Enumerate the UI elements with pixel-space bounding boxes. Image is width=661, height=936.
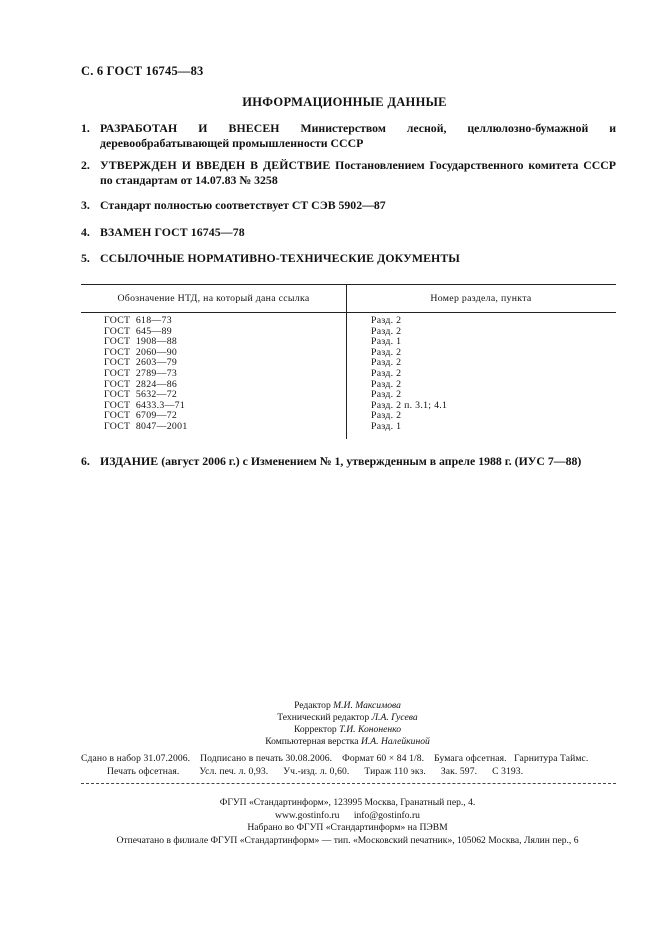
credits-block (0, 700, 661, 748)
info-item-4 (81, 225, 616, 240)
imprint-line-1 (81, 753, 616, 766)
imprint-usl: Усл. печ. л. 0,93. (199, 765, 269, 777)
item-text: Стандарт полностью соответствует СТ СЭВ 5902—87 (100, 198, 386, 212)
imprint-zak: Зак. 597. (440, 765, 478, 777)
item-lead: ССЫЛОЧНЫЕ НОРМАТИВНО-ТЕХНИЧЕСКИЕ ДОКУМЕНТЫ (100, 251, 460, 265)
table-cell-designation: ГОСТ 6709—72 (104, 410, 178, 422)
credit-role: Редактор (294, 700, 331, 711)
item-number: 6. (81, 454, 90, 468)
publisher-line: Набрано во ФГУП «Стандартинформ» на ПЭВМ (247, 822, 448, 833)
imprint-tirazh: Тираж 110 экз. (364, 765, 426, 777)
item-lead: ВЗАМЕН ГОСТ 16745—78 (100, 225, 245, 239)
table-cell-designation: ГОСТ 2603—79 (104, 357, 178, 369)
item-number: 4. (81, 225, 90, 239)
item-lead: УТВЕРЖДЕН И ВВЕДЕН В ДЕЙСТВИЕ (100, 158, 331, 172)
table-cell-designation: ГОСТ 618—73 (104, 315, 172, 326)
table-top-rule (81, 284, 616, 285)
imprint-font: Гарнитура Таймс. (514, 753, 589, 764)
imprint-sent: Сдано в набор 31.07.2006. (81, 753, 191, 764)
table-cell-designation: ГОСТ 1908—88 (104, 336, 178, 348)
info-item-6 (81, 454, 616, 469)
info-item-2 (81, 158, 616, 188)
item-number: 3. (81, 198, 90, 212)
item-number: 2. (81, 158, 90, 172)
info-item-1 (81, 121, 616, 151)
table-cell-section: Разд. 2 (371, 346, 402, 358)
table-cell-designation: ГОСТ 2060—90 (104, 346, 178, 358)
table-cell-section: Разд. 2 (371, 367, 402, 379)
table-column-divider (346, 284, 347, 439)
table-cell-designation: ГОСТ 5632—72 (104, 389, 178, 401)
imprint-paper: Бумага офсетная. (434, 753, 507, 764)
credit-line (34, 712, 661, 724)
references-table (81, 284, 616, 439)
publisher-line: ФГУП «Стандартинформ», 123995 Москва, Гранатный пер., 4. (219, 797, 476, 808)
table-cell-designation: ГОСТ 2824—86 (104, 378, 178, 390)
credit-line (34, 700, 661, 712)
imprint-print: Печать офсетная. (107, 765, 180, 777)
credit-name: Л.А. Гусева (371, 712, 418, 723)
item-text: (август 2006 г.) с Изменением № 1, утвержденным в апреле 1988 г. (ИУС 7—88) (158, 454, 582, 468)
info-item-3 (81, 198, 616, 213)
table-cell-designation: ГОСТ 8047—2001 (104, 420, 188, 432)
credit-name: М.И. Максимова (333, 700, 401, 711)
imprint-line-2 (81, 766, 616, 779)
credit-name: Т.И. Кононенко (339, 724, 402, 735)
table-header-section: Номер раздела, пункта (430, 293, 532, 304)
credit-line (34, 736, 661, 748)
table-cell-designation: ГОСТ 6433.3—71 (104, 399, 186, 411)
page-header: С. 6 ГОСТ 16745—83 (81, 64, 204, 78)
table-cell-section: Разд. 2 (371, 325, 402, 337)
table-column-designation (104, 316, 188, 433)
credit-name: И.А. Налейкиной (360, 736, 430, 747)
item-text: Постановлением Государственного комитета СССР по стандартам от 14.07.83 № 3258 (100, 158, 616, 187)
imprint-c: С 3193. (492, 765, 524, 777)
item-lead: РАЗРАБОТАН И ВНЕСЕН (100, 121, 280, 135)
info-item-5 (81, 251, 616, 266)
publisher-block (60, 797, 635, 847)
item-number: 5. (81, 251, 90, 265)
credit-role: Технический редактор (277, 712, 370, 723)
table-header-rule (81, 312, 616, 313)
imprint-signed: Подписано в печать 30.08.2006. (200, 753, 333, 764)
item-text: Министерством лесной, целлюлозно-бумажной и деревообрабатывающей промышленности СССР (100, 121, 617, 150)
item-lead: ИЗДАНИЕ (100, 454, 159, 468)
table-cell-section: Разд. 2 (371, 410, 402, 422)
table-header-designation: Обозначение НТД, на который дана ссылка (117, 293, 310, 304)
credit-role: Компьютерная верстка (265, 736, 359, 747)
imprint-block (81, 753, 616, 778)
publisher-line: Отпечатано в филиале ФГУП «Стандартинформ» — тип. «Московский печатник», 105062 Москва, Лялин пер., 6 (116, 834, 579, 846)
table-cell-designation: ГОСТ 2789—73 (104, 367, 178, 379)
table-cell-section: Разд. 2 п. 3.1; 4.1 (371, 399, 448, 411)
table-column-section (371, 316, 447, 433)
table-cell-section: Разд. 2 (371, 357, 402, 369)
table-cell-section: Разд. 2 (371, 378, 402, 390)
section-title: ИНФОРМАЦИОННЫЕ ДАННЫЕ (242, 95, 447, 109)
credit-line (34, 724, 661, 736)
table-cell-section: Разд. 1 (371, 420, 402, 432)
item-number: 1. (81, 121, 90, 135)
separator-rule (81, 783, 616, 784)
table-cell-section: Разд. 2 (371, 315, 402, 326)
table-cell-designation: ГОСТ 645—89 (104, 325, 172, 337)
table-cell-section: Разд. 1 (371, 336, 402, 348)
imprint-format: Формат 60 × 84 1/8. (342, 753, 425, 764)
credit-role: Корректор (293, 724, 337, 735)
publisher-line: www.gostinfo.ru info@gostinfo.ru (275, 809, 420, 821)
imprint-uch: Уч.-изд. л. 0,60. (283, 765, 350, 777)
table-cell-section: Разд. 2 (371, 389, 402, 401)
